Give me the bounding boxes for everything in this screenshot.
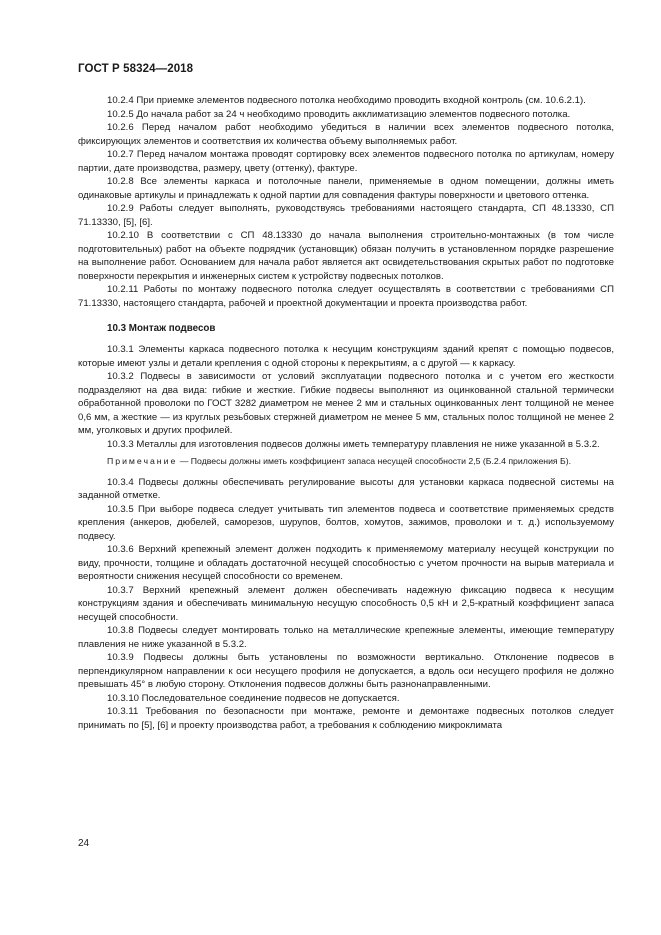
note-label: Примечание: [107, 456, 178, 466]
paragraph-10-3-9: 10.3.9 Подвесы должны быть установлены по возможности вертикально. Отклонение подвесов в перпендикулярном направлении к оси несущего профиля не допускается, а вдоль оси несущего профиля не должно превышать 45° в любую сторону. Отклонения подвесов должны быть разнонаправленными.: [78, 652, 614, 690]
paragraph-10-3-5: 10.3.5 При выборе подвеса следует учитывать тип элементов подвеса и соответствие применяемых средств крепления (анкеров, дюбелей, саморезов, шурупов, болтов, хомутов, зажимов, проволоки и т. д.) используемому подвесу.: [78, 503, 614, 542]
page-header: ГОСТ Р 58324—2018: [78, 63, 194, 75]
paragraph-10-3-1: 10.3.1 Элементы каркаса подвесного потолка к несущим конструкциям зданий крепят с помощью подвесов, которые имеют узлы и детали крепления с одной стороны к перекрытиям, а с другой — к каркасу.: [78, 344, 614, 369]
paragraph-10-3-3: 10.3.3 Металлы для изготовления подвесов должны иметь температуру плавления не ниже указанной в 5.3.2.: [107, 438, 600, 450]
document-body: [78, 94, 614, 732]
paragraph-10-2-4: 10.2.4 При приемке элементов подвесного потолка необходимо проводить входной контроль (см. 10.6.2.1).: [107, 95, 586, 106]
paragraph-10-3-4: 10.3.4 Подвесы должны обеспечивать регулирование высоты для установки каркаса подвесной системы на заданной отметке.: [78, 476, 614, 501]
paragraph-10-2-5: 10.2.5 До начала работ за 24 ч необходимо проводить акклиматизацию элементов подвесного потолка.: [107, 108, 571, 120]
paragraph-10-3-10: 10.3.10 Последовательное соединение подвесов не допускается.: [107, 692, 400, 704]
note-text: — Подвесы должны иметь коэффициент запаса несущей способности 2,5 (Б.2.4 приложения Б).: [177, 456, 572, 466]
paragraph-10-2-11: 10.2.11 Работы по монтажу подвесного потолка следует осуществлять в соответствии с требованиями СП 71.13330, настоящего стандарта, рабочей и проектной документации и проекта производства работ.: [78, 284, 614, 309]
paragraph-10-3-6: 10.3.6 Верхний крепежный элемент должен подходить к применяемому материалу несущей конструкции по виду, прочности, толщине и обладать достаточной несущей способностью с учетом прочности на вырыв материала и вероятности снижения несущей способности со временем.: [78, 544, 614, 582]
paragraph-10-2-7: 10.2.7 Перед началом монтажа проводят сортировку всех элементов подвесного потолка по артикулам, номеру партии, дате производства, размеру, цвету (оттенку), фактуре.: [78, 149, 614, 174]
paragraph-10-3-2: 10.3.2 Подвесы в зависимости от условий эксплуатации подвесного потолка и с учетом его жесткости подразделяют на два вида: гибкие и жесткие. Гибкие подвесы выполняют из оцинкованной стальной термически обработанной проволоки по ГОСТ 3282 диаметром не менее 2 мм и стальных оцинкованных лент толщиной не менее 0,6 мм, а жесткие — из круглых резьбовых стержней диаметром не менее 5 мм, стальных полос толщиной не менее 2 мм, уголковых и других профилей.: [78, 371, 614, 436]
paragraph-10-3-7: 10.3.7 Верхний крепежный элемент должен обеспечивать надежную фиксацию подвеса к несущим конструкциям здания и обеспечивать минимальную несущую способность 0,5 кН и 2,5-кратный коэффициент запаса несущей способности.: [78, 584, 614, 623]
paragraph-10-3-11: 10.3.11 Требования по безопасности при монтаже, ремонте и демонтаже подвесных потолков следует принимать по [5], [6] и проекту производства работ, а требования к соблюдению микроклимата: [78, 706, 614, 731]
paragraph-10-3-8: 10.3.8 Подвесы следует монтировать только на металлические крепежные элементы, имеющие температуру плавления не ниже указанной в 5.3.2.: [78, 625, 614, 650]
paragraph-10-2-9: 10.2.9 Работы следует выполнять, руководствуясь требованиями настоящего стандарта, СП 48.13330, СП 71.13330, [5], [6].: [78, 203, 614, 228]
paragraph-10-2-8: 10.2.8 Все элементы каркаса и потолочные панели, применяемые в одном помещении, должны иметь одинаковые артикулы и принадлежать к одной партии для совпадения фактуры поверхности и цветового оттенка.: [78, 176, 614, 201]
section-title: 10.3 Монтаж подвесов: [107, 323, 216, 334]
paragraph-10-2-6: 10.2.6 Перед началом работ необходимо убедиться в наличии всех элементов подвесного потолка, фиксирующих элементов и соответствия их количества объему выполняемых работ.: [78, 122, 614, 147]
page-number: 24: [78, 838, 90, 849]
paragraph-10-2-10: 10.2.10 В соответствии с СП 48.13330 до начала выполнения строительно-монтажных (в том числе подготовительных) работ на объекте подрядчик (установщик) обязан получить в установленном порядке разрешение на выполнение работ. Основанием для начала работ является акт освидетельствования скрытых работ по подготовке поверхности перекрытия и инженерных систем к устройству подвесных потолков.: [78, 230, 614, 282]
note: [78, 455, 614, 468]
